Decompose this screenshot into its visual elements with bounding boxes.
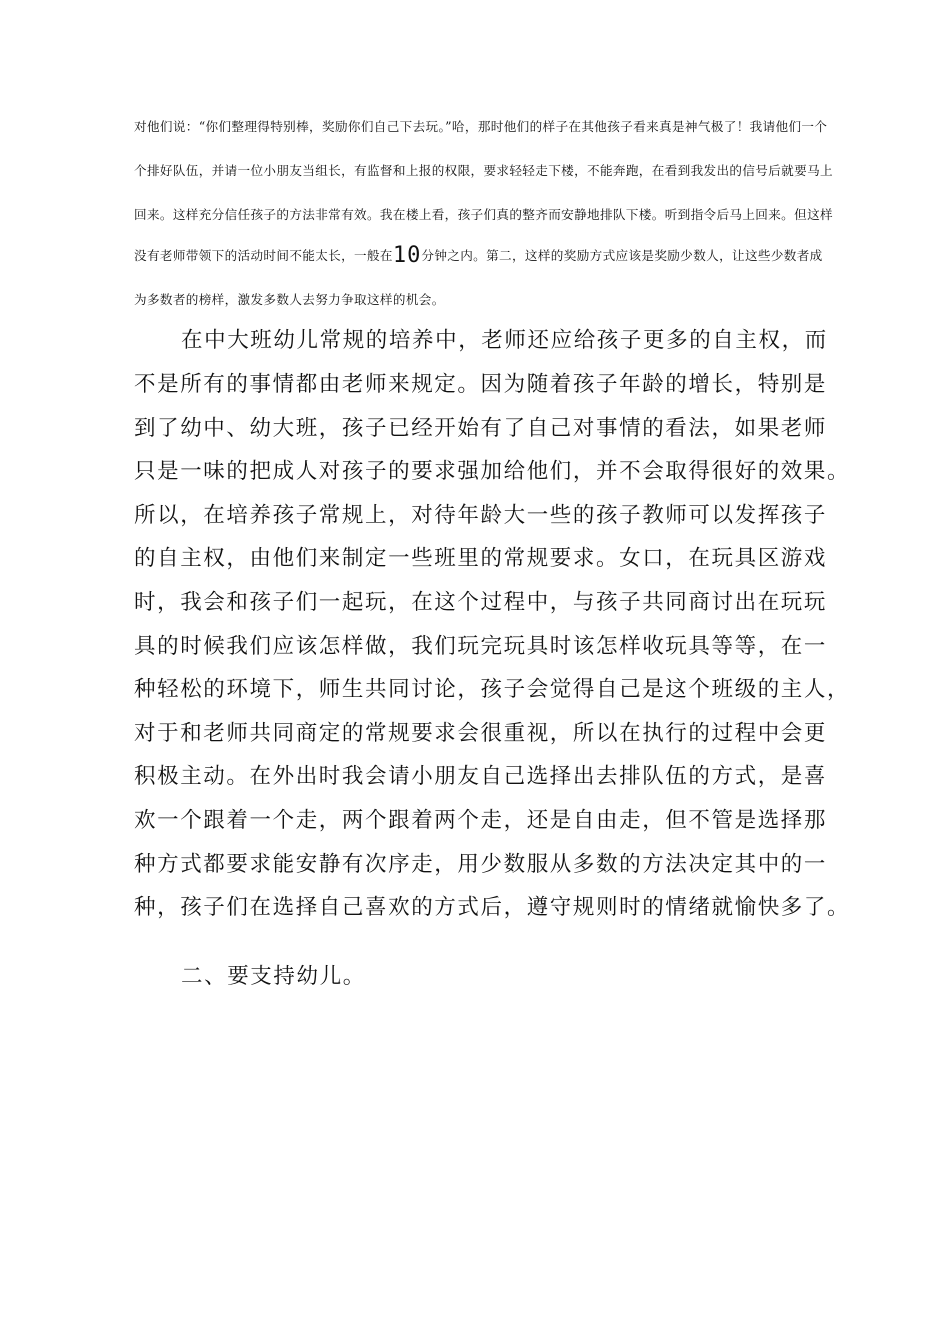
section-heading: 二、要支持幼儿。 [181,964,366,989]
paragraph2-line-2: 不是所有的事情都由老师来规定。因为随着孩子年龄的增长，特别是 [134,372,828,397]
paragraph2-line-6: 的自主权，由他们来制定一些班里的常规要求。女口，在玩具区游戏 [134,546,828,571]
paragraph2-line-9: 种轻松的环境下，师生共同讨论，孩子会觉得自己是这个班级的主人， [134,677,851,702]
paragraph2-line-10: 对于和老师共同商定的常规要求会很重视，所以在执行的过程中会更 [134,721,828,746]
paragraph2-line-12: 欢一个跟着一个走，两个跟着两个走，还是自由走，但不管是选择那 [134,808,828,833]
paragraph2-line-14: 种，孩子们在选择自己喜欢的方式后，遵守规则时的情绪就愉快多了。 [134,895,851,920]
paragraph2-line-5: 所以，在培养孩子常规上，对待年龄大一些的孩子教师可以发挥孩子 [134,503,828,528]
paragraph2-line-8: 具的时候我们应该怎样做，我们玩完玩具时该怎样收玩具等等，在一 [134,634,828,659]
paragraph2-line-7: 时，我会和孩子们一起玩，在这个过程中，与孩子共同商讨出在玩玩 [134,590,828,615]
paragraph1-line-4-after: 分钟之内。第二，这样的奖励方式应该是奖励少数人，让这些少数者成 [421,248,823,263]
paragraph1-line-3: 回来。这样充分信任孩子的方法非常有效。我在楼上看，孩子们真的整齐而安静地排队下楼。听到指令后马上回来。但这样 [134,207,833,222]
paragraph1-line-2: 个排好队伍，并请一位小朋友当组长，有监督和上报的权限，要求轻轻走下楼，不能奔跑，在看到我发出的信号后就要马上 [134,163,833,178]
paragraph1-line-4 [134,243,834,268]
number-ten: 10 [392,243,422,268]
paragraph2-line-13: 种方式都要求能安静有次序走，用少数服从多数的方法决定其中的一 [134,852,828,877]
paragraph1-line-1: 对他们说：“你们整理得特别棒，奖励你们自己下去玩。”哈，那时他们的样子在其他孩子看来真是神气极了！我请他们一个 [134,119,828,134]
paragraph1-line-4-before: 没有老师带领下的活动时间不能太长，一般在 [134,248,393,263]
paragraph2-line-4: 只是一味的把成人对孩子的要求强加给他们，并不会取得很好的效果。 [134,459,851,484]
paragraph2-line-1: 在中大班幼儿常规的培养中，老师还应给孩子更多的自主权，而 [181,328,828,353]
paragraph2-line-3: 到了幼中、幼大班，孩子已经开始有了自己对事情的看法，如果老师 [134,416,828,441]
paragraph2-line-11: 积极主动。在外出时我会请小朋友自己选择出去排队伍的方式，是喜 [134,764,828,789]
paragraph1-line-5: 为多数者的榜样，激发多数人去努力争取这样的机会。 [134,292,445,307]
